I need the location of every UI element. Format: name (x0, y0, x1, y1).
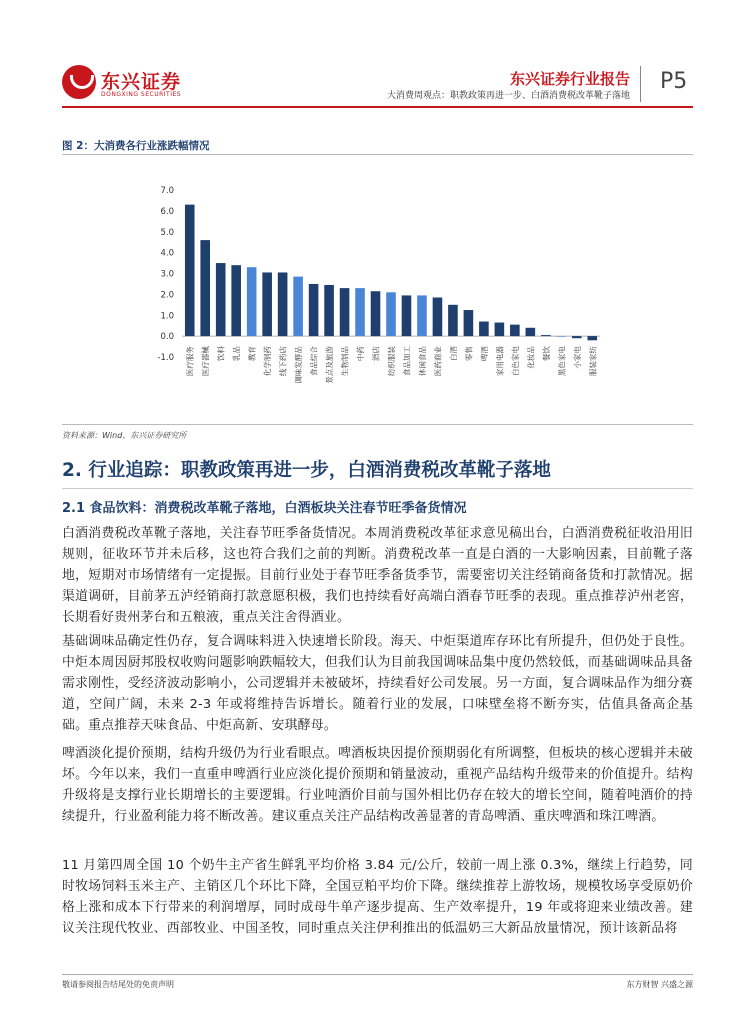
x-category-label: 线下药店 (278, 346, 288, 377)
report-title: 东兴证券行业报告 (509, 70, 630, 88)
report-subtitle: 大消费周观点：职教政策再进一步、白酒消费税改革靴子落地 (386, 91, 630, 101)
y-tick-label: 5.0 (160, 227, 174, 238)
bar (324, 285, 334, 336)
bar (587, 336, 597, 340)
x-category-label: 小家电 (572, 346, 582, 369)
paragraph-dairy: 11 月第四周全国 10 个奶牛主产省生鲜乳平均价格 3.84 元/公斤，较前一周上涨 0.3%，继续上行趋势，同时牧场饲料玉米主产、主销区几个环比下降，全国豆粕平均价下降。继续推荐上游牧场，规模牧场享受原奶价格上涨和成本下行带来的利润增厚，同时成母牛单产逐步提高、生产效率提升，19 年或将迎来业绩改善。建议关注现代牧业、西部牧业、中国圣牧，同时重点关注伊利推出的低温奶三大新品放量情况，预计该新品将 (62, 858, 693, 936)
bar (355, 288, 365, 336)
y-tick-label: 3.0 (160, 269, 174, 280)
figure-title: 图 2：大消费各行业涨跌幅情况 (62, 140, 210, 152)
bar (262, 272, 272, 336)
y-tick-label: 1.0 (160, 311, 174, 322)
bar (216, 263, 226, 336)
bar (464, 310, 474, 336)
page-number: P5 (660, 69, 688, 94)
x-category-label: 调味发酵品 (294, 346, 304, 384)
x-category-label: 酒店 (371, 346, 381, 362)
x-category-label: 医疗服务 (185, 346, 195, 377)
x-category-label: 饮料 (216, 346, 226, 362)
x-category-label: 化妆品 (526, 346, 536, 369)
header-divider (640, 66, 641, 102)
footer-disclaimer: 敬请参阅报告结尾处的免责声明 (62, 980, 174, 989)
bar (371, 291, 381, 336)
bar (495, 323, 505, 337)
paragraph-condiments: 基础调味品确定性仍存，复合调味料进入快速增长阶段。海天、中炬渠道库存环比有所提升，但仍处于良性。中炬本周因厨邦股权收购问题影响跌幅较大，但我们认为目前我国调味品集中度仍然较低，而基础调味品具备需求刚性，受经济波动影响小，公司逻辑并未被破坏，持续看好公司发展。另一方面，复合调味品作为细分赛道，空间广阔，未来 2-3 年或将维持告诉增长。随着行业的发展，口味壁垒将不断夯实，估值具备高企基础。重点推荐天味食品、中炬高新、安琪酵母。 (62, 634, 693, 733)
bar (231, 265, 241, 336)
figure-bottom-rule (62, 424, 693, 425)
subsection-heading: 2.1 食品饮料：消费税改革靴子落地，白酒板块关注春节旺季备货情况 (62, 501, 467, 516)
x-category-label: 生物制品 (340, 346, 350, 377)
header-rule (62, 106, 693, 108)
x-category-label: 教育 (247, 346, 257, 362)
x-category-label: 啤酒 (479, 346, 489, 362)
x-category-label: 景点及旅游 (325, 346, 335, 384)
x-category-label: 食品加工 (402, 346, 412, 377)
bar (200, 240, 210, 336)
footer-slogan: 东方财智 兴盛之源 (626, 980, 693, 989)
x-category-label: 纺织服装 (387, 346, 396, 377)
x-category-label: 服装家纺 (588, 346, 598, 377)
x-category-label: 乳品 (232, 346, 242, 362)
bar (572, 336, 582, 338)
y-tick-label: 2.0 (160, 290, 174, 301)
y-tick-label: 0.0 (160, 332, 174, 343)
footer-rule (62, 974, 693, 975)
figure-top-rule (62, 154, 693, 155)
bar (386, 292, 396, 336)
x-category-label: 黑色家电 (557, 346, 567, 377)
bar (526, 328, 536, 336)
x-category-label: 中药 (356, 346, 366, 362)
y-tick-label: 4.0 (160, 248, 174, 259)
y-tick-label: 7.0 (160, 186, 174, 196)
bar (433, 298, 443, 337)
bar (309, 284, 319, 336)
paragraph-baijiu: 白酒消费税改革靴子落地，关注春节旺季备货情况。本周消费税改革征求意见稿出台，白酒消费税征收沿用旧规则，征收环节并未后移，这也符合我们之前的判断。消费税改革一直是白酒的一大影响因素，目前靴子落地，短期对市场情绪有一定提振。目前行业处于春节旺季备货季节，需要密切关注经销商备货和打款情况。据渠道调研，目前茅五泸经销商打款意愿积极，我们也持续看好高端白酒春节旺季的表现。重点推荐泸州老窖，长期看好贵州茅台和五粮液，重点关注舍得酒业。 (62, 526, 693, 625)
bar (278, 272, 288, 336)
x-category-label: 家用电器 (495, 346, 505, 377)
bar (556, 336, 566, 337)
bar (448, 305, 458, 336)
bar (247, 267, 257, 336)
bar (340, 288, 350, 336)
x-category-label: 白色家电 (510, 346, 520, 377)
bar (479, 322, 489, 337)
section-heading: 2. 行业追踪：职教政策再进一步，白酒消费税改革靴子落地 (62, 456, 693, 489)
x-category-label: 零售 (464, 346, 474, 362)
bar (541, 335, 551, 336)
x-category-label: 化学制药 (263, 346, 273, 377)
x-category-label: 休闲食品 (417, 346, 427, 377)
paragraph-beer: 啤酒淡化提价预期，结构升级仍为行业看眼点。啤酒板块因提价预期弱化有所调整，但板块的核心逻辑并未破坏。今年以来，我们一直重申啤酒行业应淡化提价预期和销量波动，重视产品结构升级带来的价值提升。结构升级将是支撑行业长期增长的主要逻辑。行业吨酒价目前与国外相比仍存在较大的增长空间，随着吨酒价的持续提升，行业盈利能力将不断改善。建议重点关注产品结构改善显著的青岛啤酒、重庆啤酒和珠江啤酒。 (62, 746, 693, 824)
x-category-label: 医药商业 (433, 346, 443, 377)
bar (417, 295, 427, 336)
y-tick-label: -1.0 (157, 353, 174, 363)
bar (510, 325, 520, 336)
logo-text-en: DONGXING SECURITIES (101, 91, 182, 98)
logo-icon (62, 65, 96, 99)
y-tick-label: 6.0 (160, 206, 174, 217)
bar (185, 205, 195, 337)
bar (293, 277, 303, 336)
x-category-label: 食品综合 (309, 346, 319, 377)
x-category-label: 餐饮 (541, 346, 551, 362)
bar-chart (140, 180, 610, 410)
x-category-label: 医疗器械 (201, 346, 211, 377)
figure-source: 资料来源：Wind、东兴证券研究所 (62, 431, 187, 440)
x-category-label: 白酒 (448, 346, 458, 362)
bar (402, 295, 412, 336)
logo-text-cn: 东兴证券 (101, 71, 182, 93)
